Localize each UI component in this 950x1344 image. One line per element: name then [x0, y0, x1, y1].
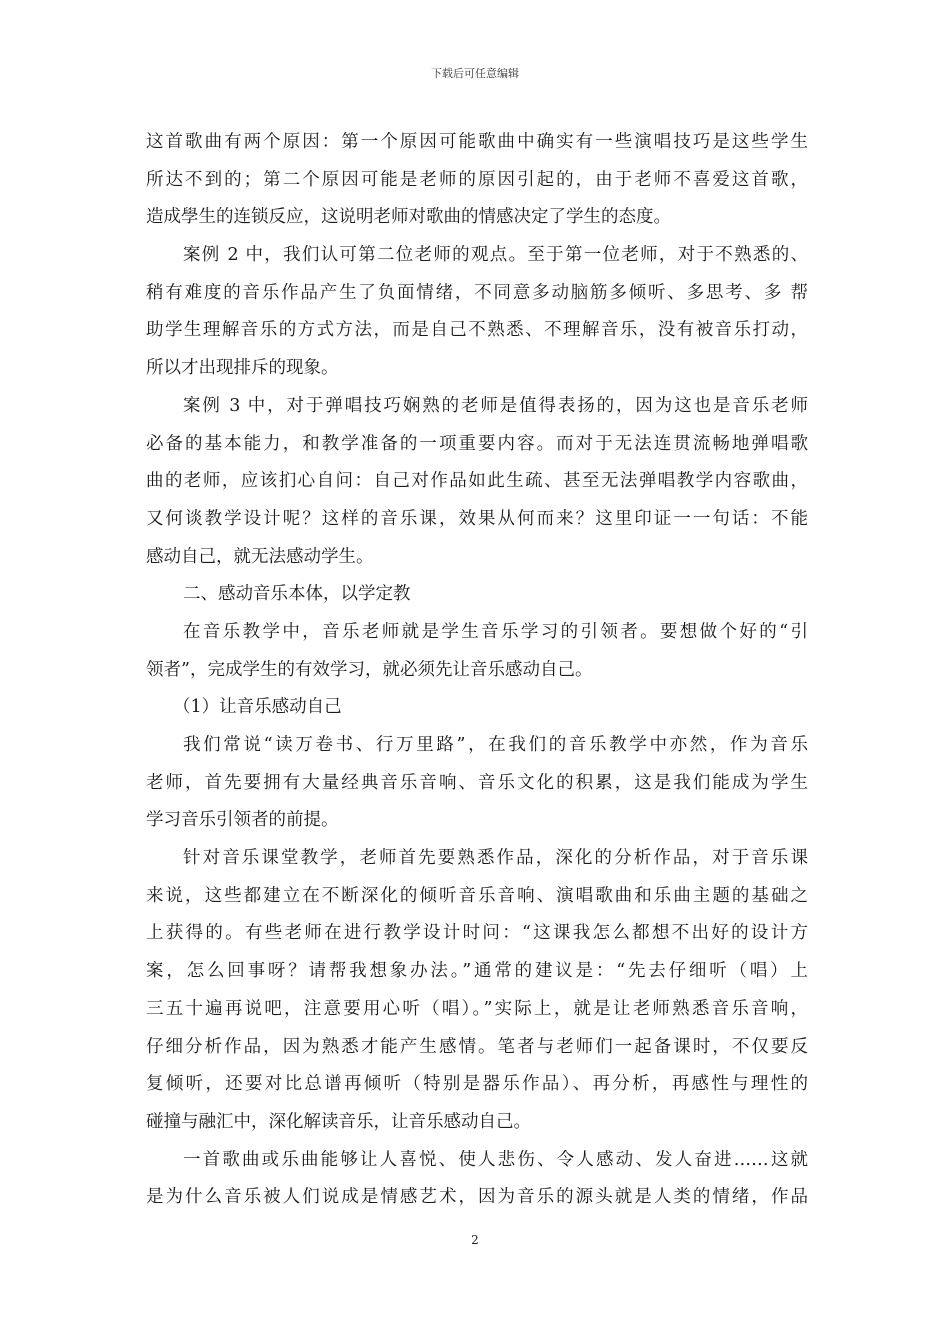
text-line: 碰撞与融汇中，深化解读音乐，让音乐感动自己。: [146, 1111, 531, 1132]
text-line: 感动自己，就无法感动学生。: [146, 546, 374, 567]
text-line: 案，怎么回事呀？请帮我想象办法。”通常的建议是：“先去仔细听（唱）上: [146, 961, 808, 982]
paragraph-start: 针对音乐课堂教学，老师首先要熟悉作品，深化的分析作品，对于音乐课: [183, 848, 808, 869]
text-line: 又何谈教学设计呢？这样的音乐课，效果从何而来？这里印证一一句话：不能: [146, 508, 808, 529]
text-line: 上获得的。有些老师在进行教学设计时问：“这课我怎么都想不出好的设计方: [146, 923, 808, 944]
subsection-heading: （1）让音乐感动自己: [173, 697, 342, 718]
text-line: 来说，这些都建立在不断深化的倾听音乐音响、演唱歌曲和乐曲主题的基础之: [146, 885, 808, 906]
paragraph-start: 我们常说“读万卷书、行万里路”，在我们的音乐教学中亦然，作为音乐: [183, 735, 808, 755]
page-header: 下载后可任意编辑: [431, 67, 519, 80]
text-line: 曲的老师，应该扪心自问：自己对作品如此生疏、甚至无法弹唱教学内容歌曲，: [146, 471, 808, 492]
text-line: 所以才出现排斥的现象。: [146, 358, 339, 379]
section-heading: 二、感动音乐本体，以学定教: [183, 584, 411, 605]
text-line: 三五十遍再说吧，注意要用心听（唱）。”实际上，就是让老师熟悉音乐音响，: [146, 998, 808, 1019]
text-line: 造成學生的连锁反应，这说明老师对歌曲的情感决定了学生的态度。: [146, 207, 671, 228]
paragraph-start: 一首歌曲或乐曲能够让人喜悦、使人悲伤、令人感动、发人奋进……这就: [183, 1149, 808, 1170]
text-line: 必备的基本能力，和教学准备的一项重要内容。而对于无法连贯流畅地弹唱歌: [146, 433, 808, 454]
document-body: [146, 124, 808, 1217]
text-line: 复倾听，还要对比总谱再倾听（特别是器乐作品）、再分析，再感性与理性的: [146, 1074, 808, 1095]
text-line: 助学生理解音乐的方式方法，而是自己不熟悉、不理解音乐，没有被音乐打动，: [146, 320, 808, 341]
page-number: 2: [471, 1233, 479, 1247]
text-line: 仔细分析作品，因为熟悉才能产生感情。笔者与老师们一起备课时，不仅要反: [146, 1036, 808, 1057]
paragraph-start: 案例 2 中，我们认可第二位老师的观点。至于第一位老师，对于不熟悉的、: [183, 245, 808, 266]
paragraph-start: 案例 3 中，对于弹唱技巧娴熟的老师是值得表扬的，因为这也是音乐老师: [183, 395, 808, 416]
text-line: 这首歌曲有两个原因：第一个原因可能歌曲中确实有一些演唱技巧是这些学生: [146, 132, 808, 152]
text-line: 所达不到的；第二个原因可能是老师的原因引起的，由于老师不喜爱这首歌，: [146, 169, 808, 190]
text-line: 领者”，完成学生的有效学习，就必须先让音乐感动自己。: [146, 659, 593, 680]
text-line: 学习音乐引领者的前提。: [146, 810, 339, 831]
text-line: 是为什么音乐被人们说成是情感艺术，因为音乐的源头就是人类的情绪，作品: [146, 1187, 808, 1208]
text-line: 稍有难度的音乐作品产生了负面情绪，不同意多动脑筋多倾听、多思考、多 帮: [146, 282, 808, 303]
text-line: 老师，首先要拥有大量经典音乐音响、音乐文化的积累，这是我们能成为学生: [146, 772, 808, 793]
paragraph-start: 在音乐教学中，音乐老师就是学生音乐学习的引领者。要想做个好的“引: [183, 621, 808, 642]
